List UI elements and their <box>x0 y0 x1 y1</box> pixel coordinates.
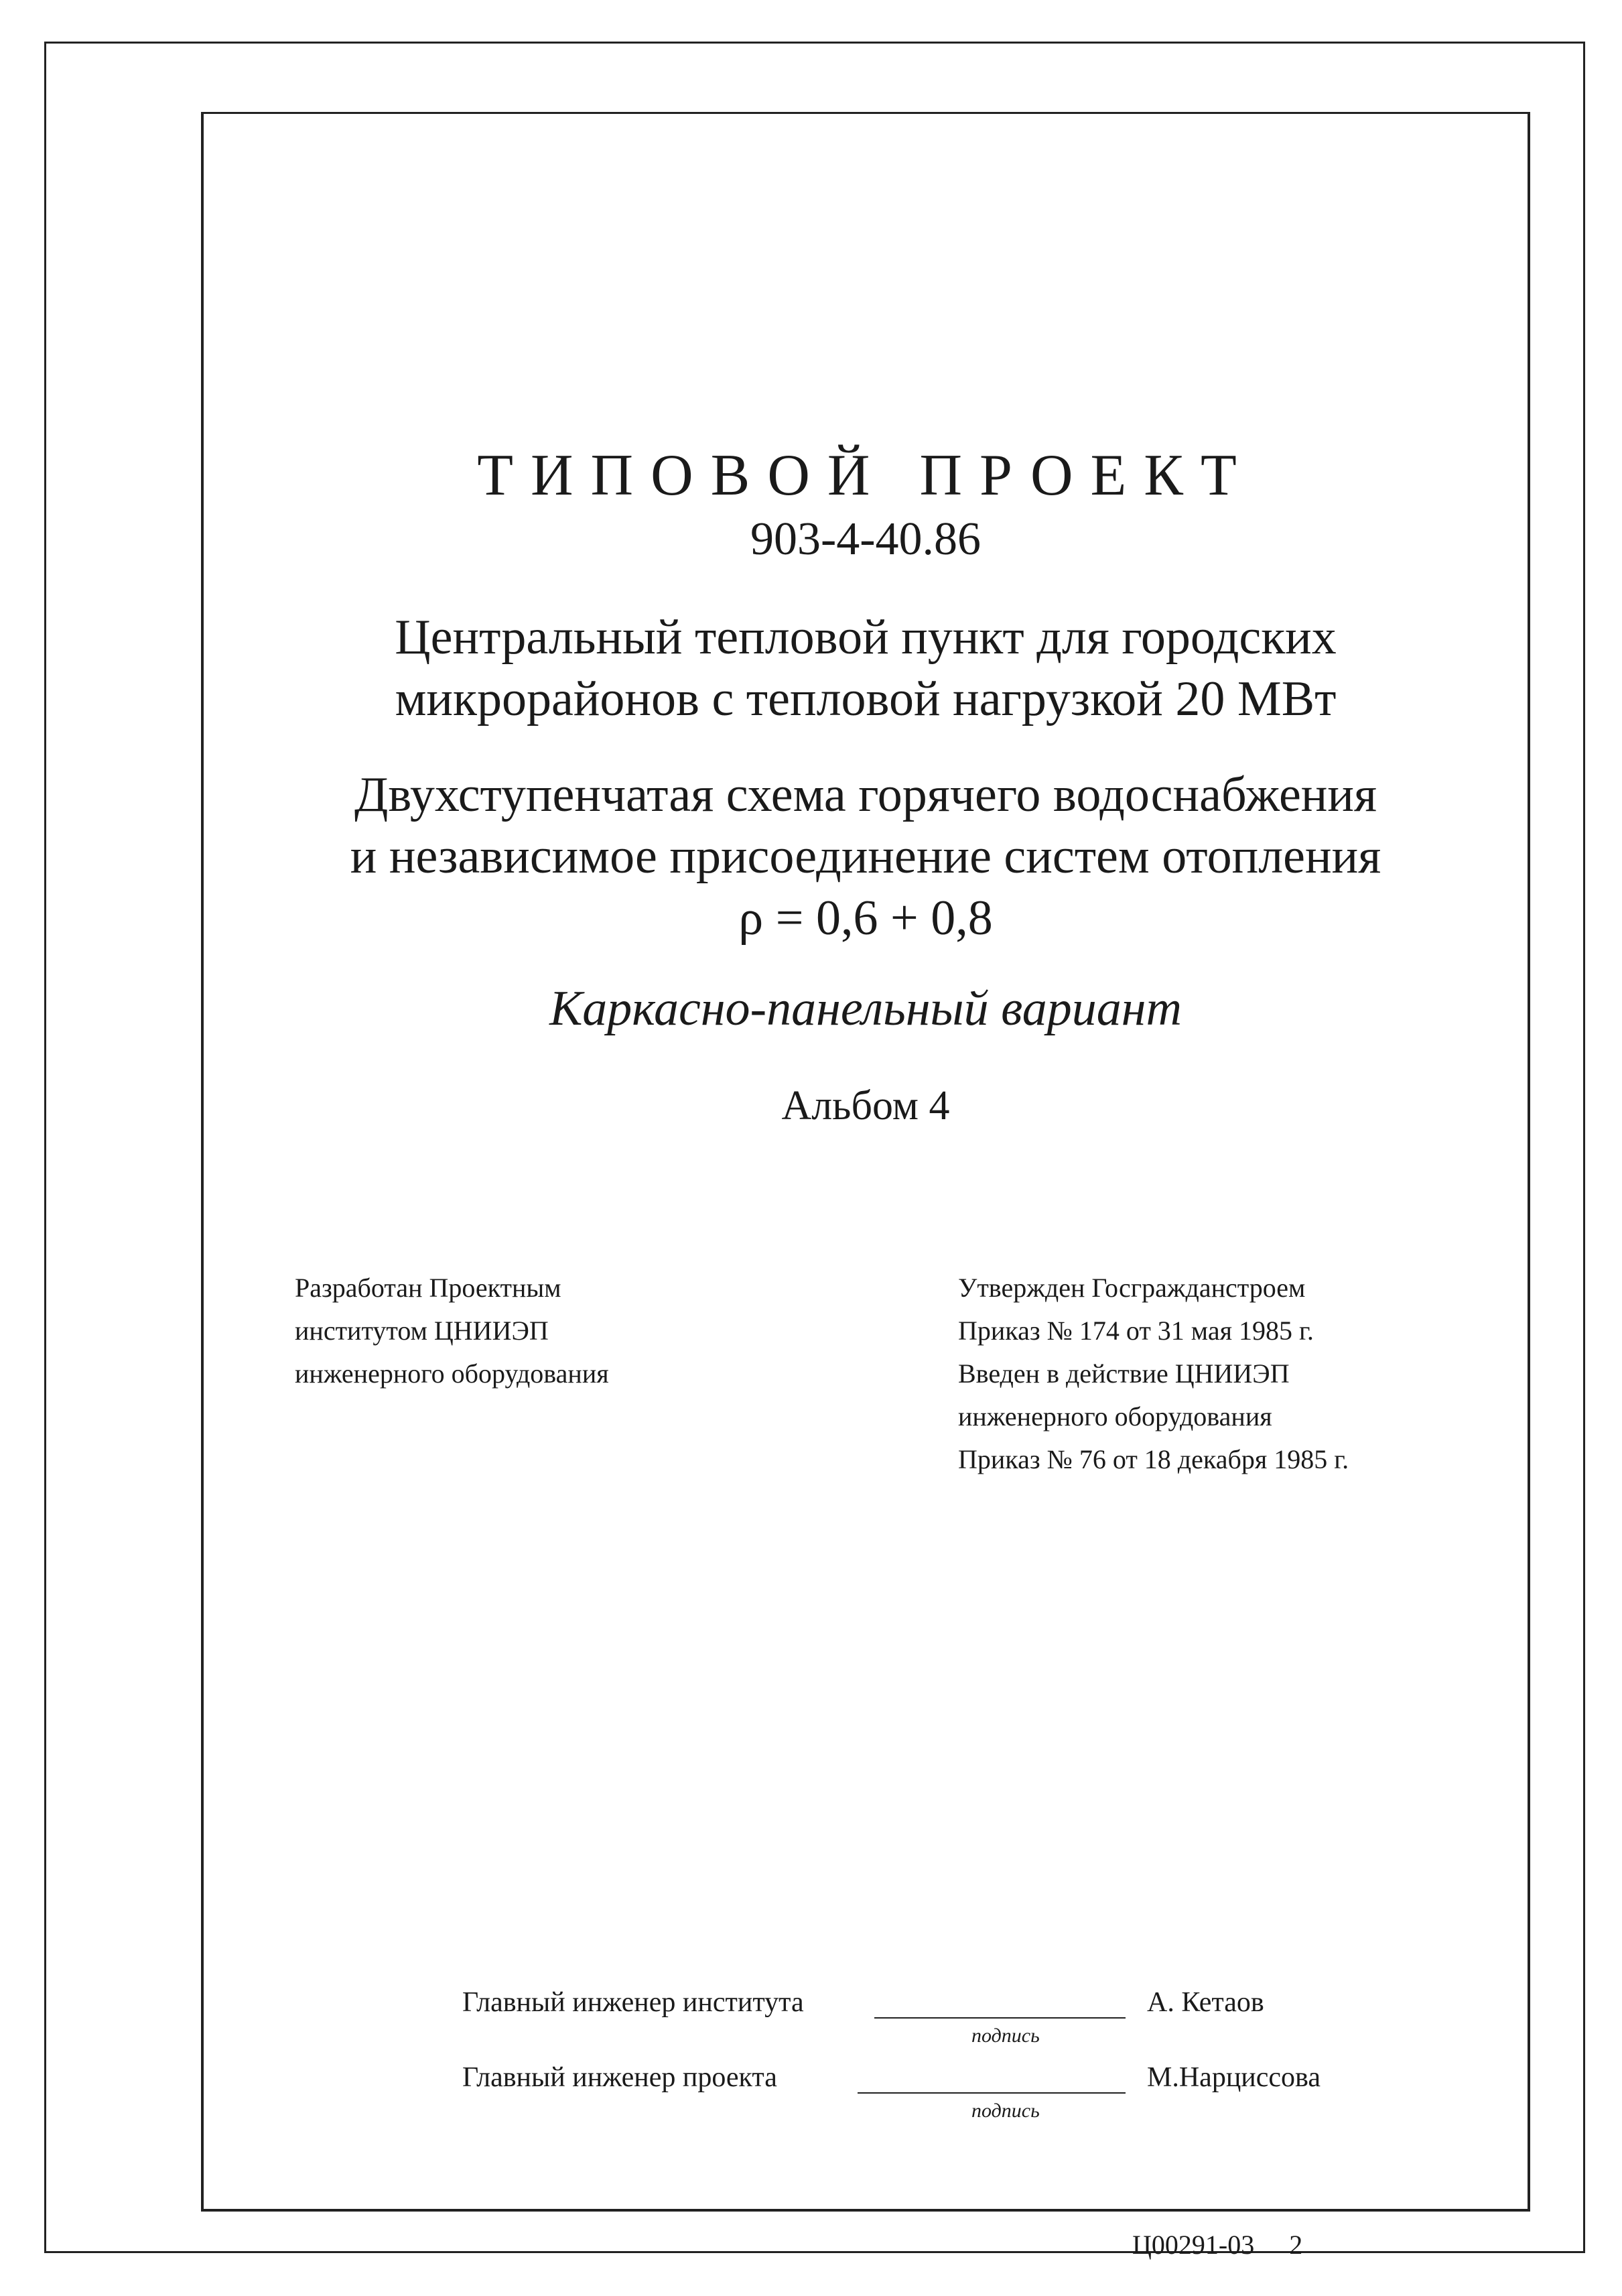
signature-caption-project: подпись <box>971 2100 1040 2122</box>
scheme-formula: ρ = 0,6 + 0,8 <box>738 891 993 946</box>
developed-by-line: инженерного оборудования <box>295 1358 609 1389</box>
page-number: 2 <box>1289 2230 1303 2260</box>
scheme-description <box>201 764 1530 949</box>
document-title: ТИПОВОЙ ПРОЕКТ <box>477 443 1254 508</box>
signature-caption-institute: подпись <box>971 2025 1040 2047</box>
developed-by-line: институтом ЦНИИЭП <box>295 1316 549 1346</box>
document-code <box>1132 2228 1302 2262</box>
approved-by-block <box>958 1267 1349 1481</box>
approved-by-line: Приказ № 174 от 31 мая 1985 г. <box>958 1316 1314 1346</box>
signature-line-institute <box>874 2017 1126 2019</box>
construction-variant: Каркасно-панельный вариант <box>549 981 1182 1036</box>
signature-name-institute: А. Кетаов <box>1147 1987 1264 2018</box>
subtitle-line: Центральный тепловой пункт для городских <box>395 610 1337 665</box>
signature-line-project <box>858 2092 1126 2094</box>
approved-by-line: инженерного оборудования <box>958 1401 1272 1431</box>
scheme-line: Двухступенчатая схема горячего водоснабжения <box>354 767 1377 822</box>
project-number: 903-4-40.86 <box>750 513 982 565</box>
developed-by-line: Разработан Проектным <box>295 1273 561 1303</box>
document-subtitle <box>201 607 1530 730</box>
album-number: Альбом 4 <box>781 1083 950 1129</box>
signature-role-institute: Главный инженер института <box>462 1987 804 2018</box>
developed-by-block <box>295 1267 609 1395</box>
signature-role-project: Главный инженер проекта <box>462 2062 777 2093</box>
scheme-line: и независимое присоединение систем отопления <box>350 829 1381 884</box>
signature-name-project: М.Нарциссова <box>1147 2062 1321 2093</box>
approved-by-line: Введен в действие ЦНИИЭП <box>958 1358 1290 1389</box>
inner-page-frame <box>201 112 1530 2212</box>
approved-by-line: Утвержден Госгражданстроем <box>958 1273 1306 1303</box>
subtitle-line: микрорайонов с тепловой нагрузкой 20 МВт <box>395 672 1337 726</box>
document-code-value: Ц00291-03 <box>1132 2230 1255 2260</box>
approved-by-line: Приказ № 76 от 18 декабря 1985 г. <box>958 1444 1349 1474</box>
